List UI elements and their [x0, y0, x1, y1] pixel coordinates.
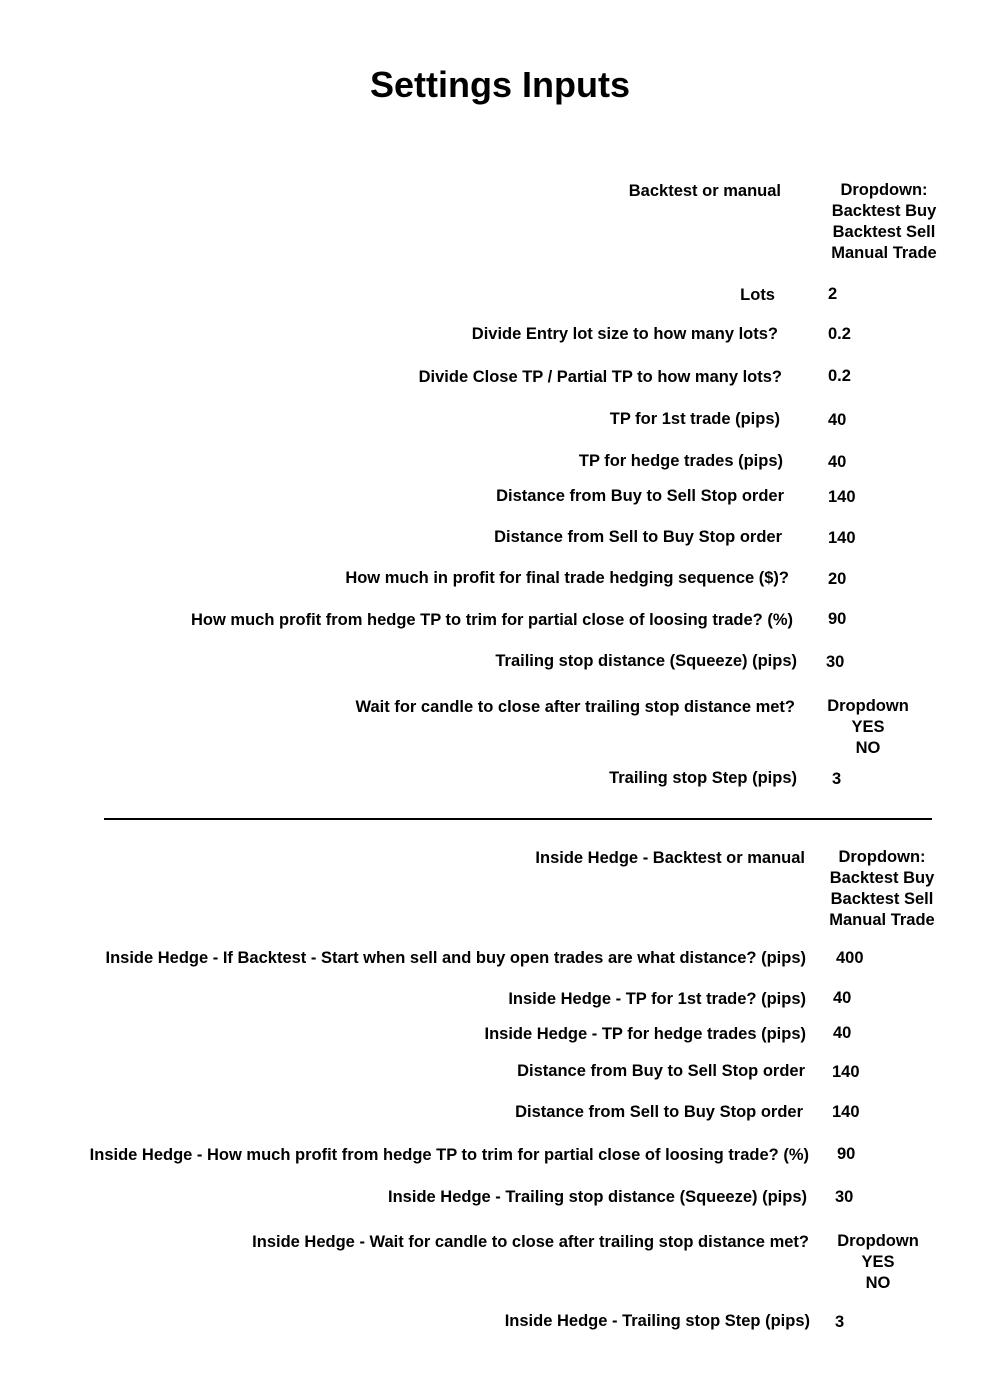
- setting-label-lots: Lots: [740, 286, 775, 304]
- setting-value-ih-tp-first-trade[interactable]: 40: [833, 989, 852, 1007]
- setting-label-ih-tp-first-trade: Inside Hedge - TP for 1st trade? (pips): [508, 990, 806, 1008]
- setting-label-distance-sell-to-buy: Distance from Sell to Buy Stop order: [494, 528, 782, 546]
- setting-label-trailing-stop-distance: Trailing stop distance (Squeeze) (pips): [495, 652, 797, 670]
- dropdown-option[interactable]: Manual Trade: [831, 244, 937, 262]
- dropdown-header: Dropdown:: [840, 181, 928, 199]
- setting-label-trailing-stop-step: Trailing stop Step (pips): [609, 769, 797, 787]
- setting-value-ih-start-distance[interactable]: 400: [836, 949, 864, 967]
- setting-value-ih-distance-sell-to-buy[interactable]: 140: [832, 1103, 860, 1121]
- dropdown-option[interactable]: YES: [851, 718, 885, 736]
- setting-value-ih-backtest-or-manual[interactable]: [820, 847, 944, 931]
- setting-label-divide-close-tp: Divide Close TP / Partial TP to how many lots?: [418, 368, 782, 386]
- setting-label-ih-distance-buy-to-sell: Distance from Buy to Sell Stop order: [517, 1062, 805, 1080]
- dropdown-option[interactable]: Manual Trade: [829, 911, 935, 929]
- setting-label-ih-backtest-or-manual: Inside Hedge - Backtest or manual: [535, 849, 805, 867]
- setting-value-divide-entry-lot[interactable]: 0.2: [828, 325, 851, 343]
- dropdown-option[interactable]: Backtest Buy: [829, 869, 935, 887]
- setting-value-ih-wait-candle-close[interactable]: [828, 1231, 928, 1294]
- setting-label-final-trade-profit: How much in profit for final trade hedging sequence ($)?: [345, 569, 789, 587]
- setting-value-backtest-or-manual[interactable]: [822, 180, 946, 264]
- setting-value-ih-trailing-stop-step[interactable]: 3: [835, 1313, 845, 1331]
- dropdown-option[interactable]: Backtest Sell: [830, 890, 934, 908]
- setting-value-partial-close-trim[interactable]: 90: [828, 610, 847, 628]
- setting-value-trailing-stop-step[interactable]: 3: [832, 770, 842, 788]
- setting-value-divide-close-tp[interactable]: 0.2: [828, 367, 851, 385]
- setting-label-backtest-or-manual: Backtest or manual: [628, 182, 781, 200]
- dropdown-option[interactable]: Backtest Buy: [831, 202, 937, 220]
- dropdown-header: Dropdown: [837, 1232, 919, 1250]
- setting-label-ih-tp-hedge-trades: Inside Hedge - TP for hedge trades (pips): [484, 1025, 806, 1043]
- page-title: Settings Inputs: [370, 64, 630, 105]
- setting-value-ih-distance-buy-to-sell[interactable]: 140: [832, 1063, 860, 1081]
- dropdown-option[interactable]: NO: [865, 1274, 891, 1292]
- dropdown-option[interactable]: YES: [861, 1253, 895, 1271]
- setting-label-ih-wait-candle-close: Inside Hedge - Wait for candle to close after trailing stop distance met?: [252, 1233, 809, 1251]
- setting-label-tp-hedge-trades: TP for hedge trades (pips): [578, 452, 783, 470]
- setting-label-ih-distance-sell-to-buy: Distance from Sell to Buy Stop order: [515, 1103, 803, 1121]
- setting-label-distance-buy-to-sell: Distance from Buy to Sell Stop order: [496, 487, 784, 505]
- setting-label-divide-entry-lot: Divide Entry lot size to how many lots?: [471, 325, 778, 343]
- setting-label-ih-trailing-stop-distance: Inside Hedge - Trailing stop distance (Squeeze) (pips): [388, 1188, 807, 1206]
- setting-value-distance-buy-to-sell[interactable]: 140: [828, 488, 856, 506]
- section-divider: [104, 818, 932, 820]
- setting-value-lots[interactable]: 2: [828, 285, 838, 303]
- setting-label-partial-close-trim: How much profit from hedge TP to trim for partial close of loosing trade? (%): [191, 611, 793, 629]
- setting-label-tp-first-trade: TP for 1st trade (pips): [609, 410, 780, 428]
- setting-value-final-trade-profit[interactable]: 20: [828, 570, 847, 588]
- setting-label-ih-start-distance: Inside Hedge - If Backtest - Start when sell and buy open trades are what distance? (pips): [105, 949, 806, 967]
- setting-value-ih-tp-hedge-trades[interactable]: 40: [833, 1024, 852, 1042]
- setting-value-distance-sell-to-buy[interactable]: 140: [828, 529, 856, 547]
- setting-value-trailing-stop-distance[interactable]: 30: [826, 653, 845, 671]
- setting-value-tp-first-trade[interactable]: 40: [828, 411, 847, 429]
- dropdown-header: Dropdown: [827, 697, 909, 715]
- dropdown-option[interactable]: Backtest Sell: [832, 223, 936, 241]
- setting-label-ih-partial-close-trim: Inside Hedge - How much profit from hedge TP to trim for partial close of loosing trade? (%): [89, 1146, 809, 1164]
- setting-value-wait-candle-close[interactable]: [818, 696, 918, 759]
- dropdown-option[interactable]: NO: [855, 739, 881, 757]
- setting-label-wait-candle-close: Wait for candle to close after trailing stop distance met?: [355, 698, 795, 716]
- setting-value-ih-trailing-stop-distance[interactable]: 30: [835, 1188, 854, 1206]
- setting-value-tp-hedge-trades[interactable]: 40: [828, 453, 847, 471]
- setting-value-ih-partial-close-trim[interactable]: 90: [837, 1145, 856, 1163]
- setting-label-ih-trailing-stop-step: Inside Hedge - Trailing stop Step (pips): [504, 1312, 810, 1330]
- dropdown-header: Dropdown:: [838, 848, 926, 866]
